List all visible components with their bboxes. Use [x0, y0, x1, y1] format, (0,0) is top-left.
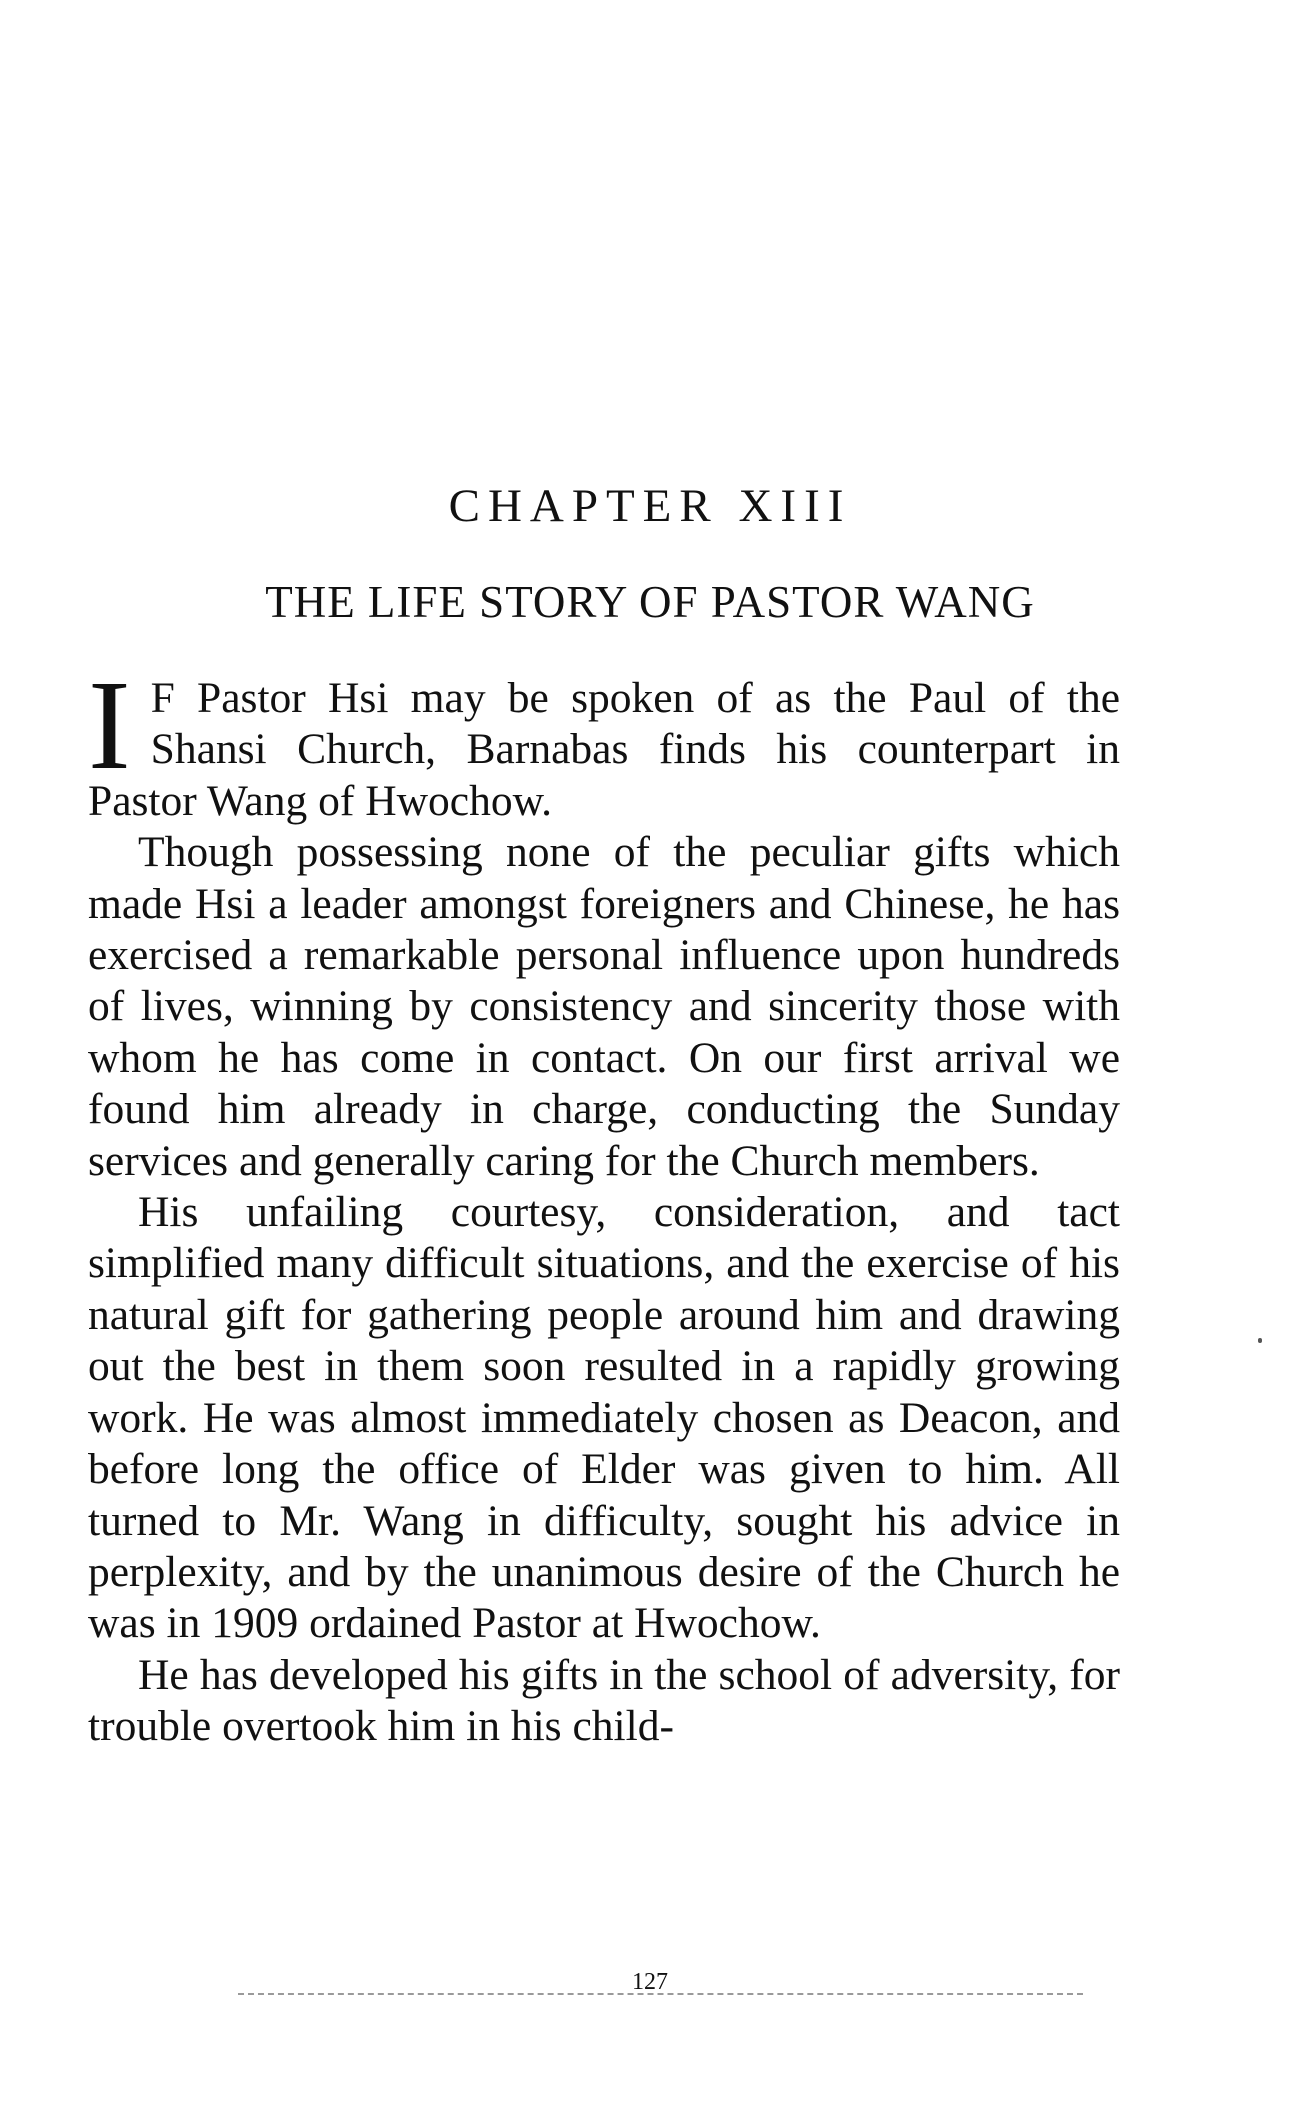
paragraph-1	[88, 654, 1120, 827]
paragraph-2: Though possessing none of the peculiar gifts which made Hsi a leader amongst foreigners and Chinese, he has exercised a remarkable personal influence upon hundreds of lives, winning by consistency and sincerity those with whom he has come in contact. On our first arrival we found him already in charge, conducting the Sunday services and generally caring for the Church members.	[88, 828, 1120, 1185]
paragraph-3: His unfailing courtesy, consideration, and tact simplified many difficult situations, and the exercise of his natural gift for gathering people around him and drawing out the best in them soon resulted in a rapidly growing work. He was almost immediately chosen as Deacon, and before long the office of Elder was given to him. All turned to Mr. Wang in difficulty, sought his advice in perplexity, and by the unanimous desire of the Church he was in 1909 ordained Pastor at Hwochow.	[88, 1188, 1120, 1648]
footer-rule	[238, 1993, 1083, 1995]
scan-speck	[1258, 1338, 1262, 1343]
body-text	[88, 654, 1120, 1753]
page-number: 127	[632, 1969, 668, 1995]
drop-cap: I	[88, 654, 131, 796]
chapter-title: THE LIFE STORY OF PASTOR WANG	[265, 577, 1035, 627]
paragraph-4: He has developed his gifts in the school of adversity, for trouble overtook him in his child-	[88, 1650, 1120, 1751]
paragraph-1-text: F Pastor Hsi may be spoken of as the Paul of the Shansi Church, Barnabas finds his counterpart in Pastor Wang of Hwochow.	[88, 674, 1120, 825]
chapter-number: CHAPTER XIII	[448, 480, 852, 532]
